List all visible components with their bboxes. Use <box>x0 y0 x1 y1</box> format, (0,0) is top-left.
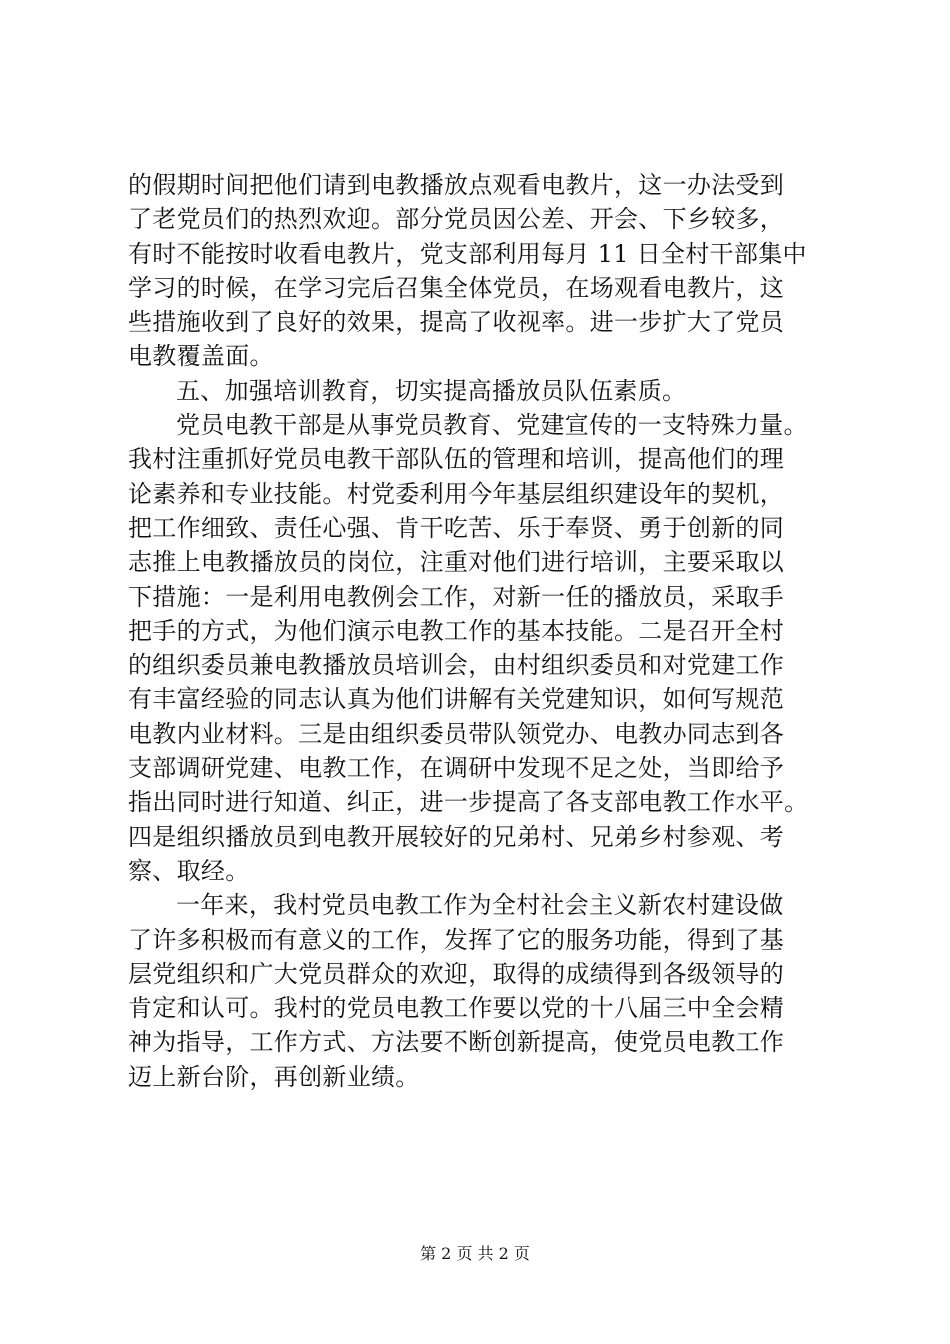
text-line: 四是组织播放员到电教开展较好的兄弟村、兄弟乡村参观、考 <box>128 822 785 851</box>
text-line: 神为指导，工作方式、方法要不断创新提高，使党员电教工作 <box>128 1028 785 1057</box>
text-line: 把手的方式，为他们演示电教工作的基本技能。二是召开全村 <box>128 616 785 645</box>
text-line: 下措施：一是利用电教例会工作，对新一任的播放员，采取手 <box>128 582 785 611</box>
text-line: 有时不能按时收看电教片，党支部利用每月 11 日全村干部集中 <box>128 239 807 268</box>
text-line: 党员电教干部是从事党员教育、党建宣传的一支特殊力量。 <box>176 411 808 440</box>
text-line: 的假期时间把他们请到电教播放点观看电教片，这一办法受到 <box>128 171 785 199</box>
text-line: 一年来，我村党员电教工作为全村社会主义新农村建设做 <box>176 891 784 920</box>
text-line: 我村注重抓好党员电教干部队伍的管理和培训，提高他们的理 <box>128 445 785 474</box>
text-line: 把工作细致、责任心强、肯干吃苦、乐于奉贤、勇于创新的同 <box>128 513 785 542</box>
text-line: 指出同时进行知道、纠正，进一步提高了各支部电教工作水平。 <box>128 788 809 817</box>
page-footer: 第 2 页 共 2 页 <box>420 1244 530 1263</box>
text-line: 些措施收到了良好的效果，提高了收视率。进一步扩大了党员 <box>128 308 785 337</box>
text-line: 支部调研党建、电教工作，在调研中发现不足之处，当即给予 <box>128 754 785 783</box>
text-line: 的组织委员兼电教播放员培训会，由村组织委员和对党建工作 <box>128 651 785 680</box>
text-line: 论素养和专业技能。村党委利用今年基层组织建设年的契机， <box>128 479 785 508</box>
text-line: 迈上新台阶，再创新业绩。 <box>128 1062 420 1091</box>
text-line: 电教覆盖面。 <box>128 342 274 371</box>
document-body <box>128 168 828 1094</box>
text-line: 层党组织和广大党员群众的欢迎，取得的成绩得到各级领导的 <box>128 959 785 988</box>
text-line: 志推上电教播放员的岗位，注重对他们进行培训，主要采取以 <box>128 548 785 577</box>
text-line: 电教内业材料。三是由组织委员带队领党办、电教办同志到各 <box>128 719 785 748</box>
text-line: 五、加强培训教育，切实提高播放员队伍素质。 <box>176 376 687 405</box>
text-line: 学习的时候，在学习完后召集全体党员，在场观看电教片，这 <box>128 273 785 302</box>
text-line: 有丰富经验的同志认真为他们讲解有关党建知识，如何写规范 <box>128 685 785 714</box>
text-line: 肯定和认可。我村的党员电教工作要以党的十八届三中全会精 <box>128 994 785 1023</box>
text-line: 了许多积极而有意义的工作，发挥了它的服务功能，得到了基 <box>128 925 785 954</box>
text-line: 了老党员们的热烈欢迎。部分党员因公差、开会、下乡较多， <box>128 205 785 234</box>
text-line: 察、取经。 <box>128 856 250 885</box>
